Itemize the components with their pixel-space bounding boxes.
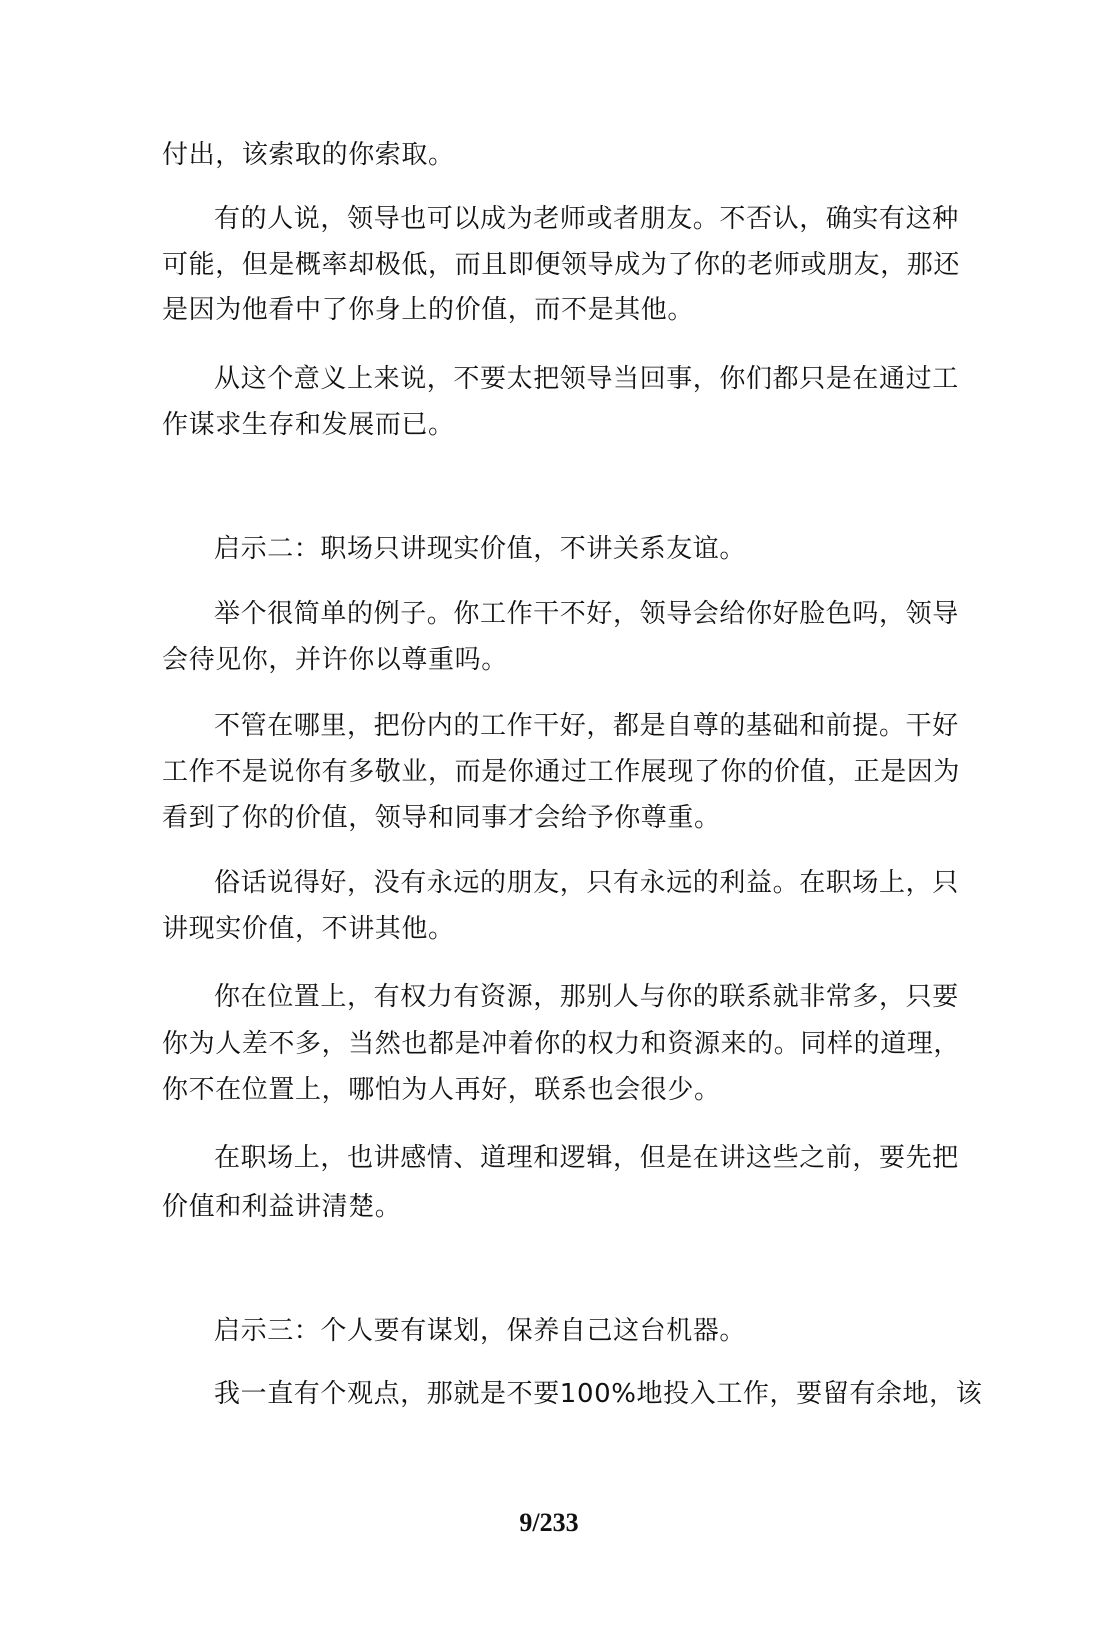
text-line: 会待见你，并许你以尊重吗。 — [162, 645, 508, 675]
text-line: 看到了你的价值，领导和同事才会给予你尊重。 — [162, 803, 721, 833]
text-line: 付出，该索取的你索取。 — [162, 140, 455, 170]
text-line: 不管在哪里，把份内的工作干好，都是自尊的基础和前提。干好 — [214, 711, 959, 741]
text-line: 价值和利益讲清楚。 — [162, 1192, 402, 1222]
text-line: 是因为他看中了你身上的价值，而不是其他。 — [162, 295, 695, 325]
section-heading: 启示三：个人要有谋划，保养自己这台机器。 — [214, 1316, 747, 1346]
text-line: 讲现实价值，不讲其他。 — [162, 914, 455, 944]
text-line: 可能，但是概率却极低，而且即便领导成为了你的老师或朋友，那还 — [162, 250, 961, 280]
text-line: 举个很简单的例子。你工作干不好，领导会给你好脸色吗，领导 — [214, 599, 959, 629]
page-number: 9/233 — [519, 1508, 579, 1537]
text-line: 俗话说得好，没有永远的朋友，只有永远的利益。在职场上，只 — [214, 868, 959, 898]
text-line: 工作不是说你有多敬业，而是你通过工作展现了你的价值，正是因为 — [162, 757, 961, 787]
text-line: 有的人说，领导也可以成为老师或者朋友。不否认，确实有这种 — [214, 204, 959, 234]
text-line: 你在位置上，有权力有资源，那别人与你的联系就非常多，只要 — [214, 982, 959, 1012]
text-line: 我一直有个观点，那就是不要100%地投入工作，要留有余地，该 — [214, 1379, 983, 1409]
text-line: 在职场上，也讲感情、道理和逻辑，但是在讲这些之前，要先把 — [214, 1143, 959, 1173]
text-line: 你为人差不多，当然也都是冲着你的权力和资源来的。同样的道理， — [162, 1029, 961, 1059]
text-line: 作谋求生存和发展而已。 — [162, 410, 455, 440]
text-line: 从这个意义上来说，不要太把领导当回事，你们都只是在通过工 — [214, 364, 959, 394]
text-line: 你不在位置上，哪怕为人再好，联系也会很少。 — [162, 1075, 721, 1105]
section-heading: 启示二：职场只讲现实价值，不讲关系友谊。 — [214, 534, 747, 564]
